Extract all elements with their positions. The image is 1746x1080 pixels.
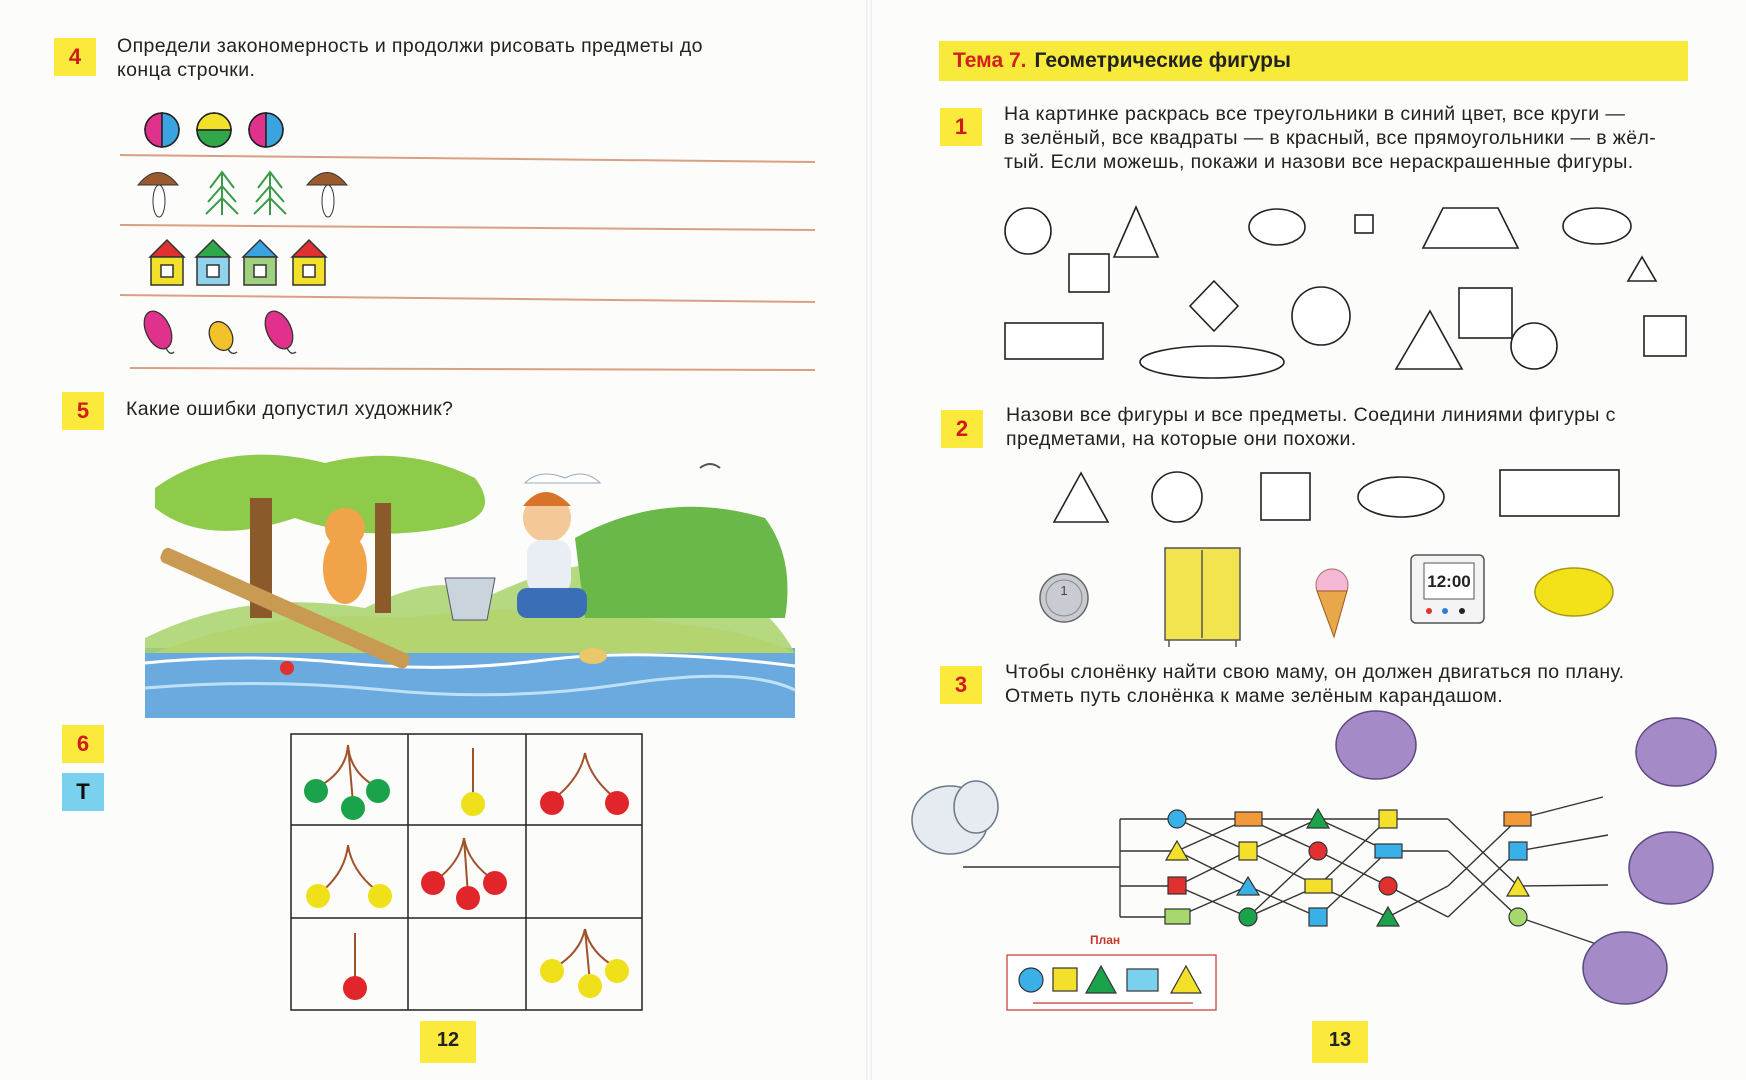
shape-rectangle [1005, 323, 1103, 359]
shape-circle [1005, 208, 1051, 254]
row-houses [150, 240, 326, 285]
figure-circle [1152, 472, 1202, 522]
shape-rhombus [1190, 281, 1238, 331]
berry-yellow [578, 974, 602, 998]
berry-red [343, 976, 367, 1000]
row-half-circles [145, 113, 283, 147]
fishing-scene-illustration [145, 448, 795, 718]
task-3-number: 3 [940, 666, 982, 704]
berry-yellow [461, 792, 485, 816]
shape-ellipse [1140, 346, 1284, 378]
figure-triangle [1054, 473, 1108, 522]
shape-triangle [1396, 311, 1462, 369]
house [196, 240, 230, 285]
page-number-left: 12 [420, 1021, 476, 1063]
task-1-number: 1 [940, 108, 982, 146]
task-5-text: Какие ошибки допустил художник? [126, 398, 454, 420]
berry-yellow [605, 959, 629, 983]
node-rect-blue [1375, 844, 1402, 858]
wardrobe-object [1165, 548, 1240, 647]
balloon-pink [139, 307, 178, 354]
mother-elephant [1336, 711, 1416, 779]
shape-ellipse [1249, 209, 1305, 245]
row-mushrooms-trees [138, 172, 347, 217]
berry-grid [290, 733, 650, 1013]
node-circle-green [1239, 908, 1257, 926]
figure-rectangle [1500, 470, 1619, 516]
house [150, 240, 184, 285]
shapes-to-color [868, 195, 1746, 375]
clock-object [1411, 555, 1484, 623]
boy-character [517, 492, 587, 618]
plan-label: План [1090, 933, 1121, 947]
task-4-text: Определи закономерность и продолжи рисовать предметы до конца строчки. [117, 35, 703, 81]
node-rect-orange [1235, 812, 1262, 826]
berry-yellow [306, 884, 330, 908]
berry-green [366, 779, 390, 803]
task-3-text: Чтобы слонёнку найти свою маму, он должен двигаться по плану. Отметь путь слонёнка к маме зелёным карандашом. [1005, 661, 1625, 707]
svg-text:1: 1 [1060, 583, 1068, 598]
balloon-pink [260, 307, 299, 354]
node-circle-green [1509, 908, 1527, 926]
node-rect-orange [1504, 812, 1531, 826]
spruce-tree [206, 172, 238, 215]
shape-circle [1292, 287, 1350, 345]
mother-elephant [1583, 932, 1667, 1004]
shape-square [1644, 316, 1686, 356]
baby-elephant [912, 781, 998, 854]
bucket [445, 578, 495, 620]
topic-header [939, 41, 1688, 81]
figure-ellipse [1358, 477, 1444, 517]
half-circle-pink-blue [145, 113, 179, 147]
shape-circle [1511, 323, 1557, 369]
shape-trapezoid [1423, 208, 1518, 248]
objects-row [868, 545, 1746, 655]
topic-title: Геометрические фигуры [1034, 49, 1291, 72]
task-6-marker: Т [62, 773, 104, 811]
berry-green [304, 779, 328, 803]
node-circle-red [1309, 842, 1327, 860]
berry-red [540, 791, 564, 815]
node-rect-yellow [1305, 879, 1332, 893]
balloon-yellow [205, 318, 238, 354]
node-square-yellow [1379, 810, 1397, 828]
task-1-text: На картинке раскрась все треугольники в синий цвет, все круги — в зелёный, все квадраты — в красный, все прямоугольники — в жёл- тый. Если можешь, покажи и назови все нераскрашенные фигуры. [1004, 103, 1657, 173]
shape-ellipse [1563, 208, 1631, 244]
half-circle-yellow-green [197, 113, 231, 147]
node-rect-green [1165, 909, 1190, 924]
topic-number: Тема 7. [953, 49, 1027, 72]
right-page [868, 0, 1746, 1080]
berry-green [341, 796, 365, 820]
shape-triangle [1114, 207, 1158, 257]
node-triangle-blue [1237, 877, 1259, 895]
task-2-number: 2 [941, 410, 983, 448]
berry-yellow [540, 959, 564, 983]
house [243, 240, 277, 285]
mushroom [138, 173, 178, 218]
mother-elephant [1629, 832, 1713, 904]
task-6-number: 6 [62, 725, 104, 763]
task-5-number: 5 [62, 392, 104, 430]
berry-red [483, 871, 507, 895]
berry-yellow [368, 884, 392, 908]
berry-red [456, 886, 480, 910]
house [292, 240, 326, 285]
left-page [0, 0, 868, 1080]
pattern-rows [0, 0, 868, 380]
berry-red [605, 791, 629, 815]
node-square-yellow [1239, 842, 1257, 860]
page-number-right: 13 [1312, 1021, 1368, 1063]
path-maze [868, 705, 1746, 1045]
ice-cream-object [1316, 569, 1348, 637]
task-4-number: 4 [54, 38, 96, 76]
shape-triangle [1628, 257, 1656, 281]
node-square-red [1168, 877, 1186, 894]
node-triangle-green [1377, 907, 1399, 926]
shape-square [1355, 215, 1373, 233]
shape-square [1459, 288, 1512, 338]
clock-display: 12:00 [1427, 572, 1471, 591]
mother-elephant [1636, 718, 1716, 786]
node-circle-red [1379, 877, 1397, 895]
berry-red [421, 871, 445, 895]
spruce-tree [254, 172, 286, 215]
row-balloons [139, 307, 299, 354]
plan-box [1007, 955, 1216, 1010]
shape-square [1069, 254, 1109, 292]
half-circle-pink-blue [249, 113, 283, 147]
lemon-object [1535, 568, 1613, 616]
task-2-text: Назови все фигуры и все предметы. Соедини линиями фигуры с предметами, на которые они похожи. [1006, 404, 1616, 450]
cat-character [323, 508, 367, 604]
mushroom [307, 173, 347, 218]
node-square-blue [1309, 908, 1327, 926]
figures-row [868, 465, 1746, 545]
coin-object [1040, 574, 1088, 622]
figure-square [1261, 473, 1310, 520]
node-square-blue [1509, 842, 1527, 860]
node-circle-blue [1168, 810, 1186, 828]
